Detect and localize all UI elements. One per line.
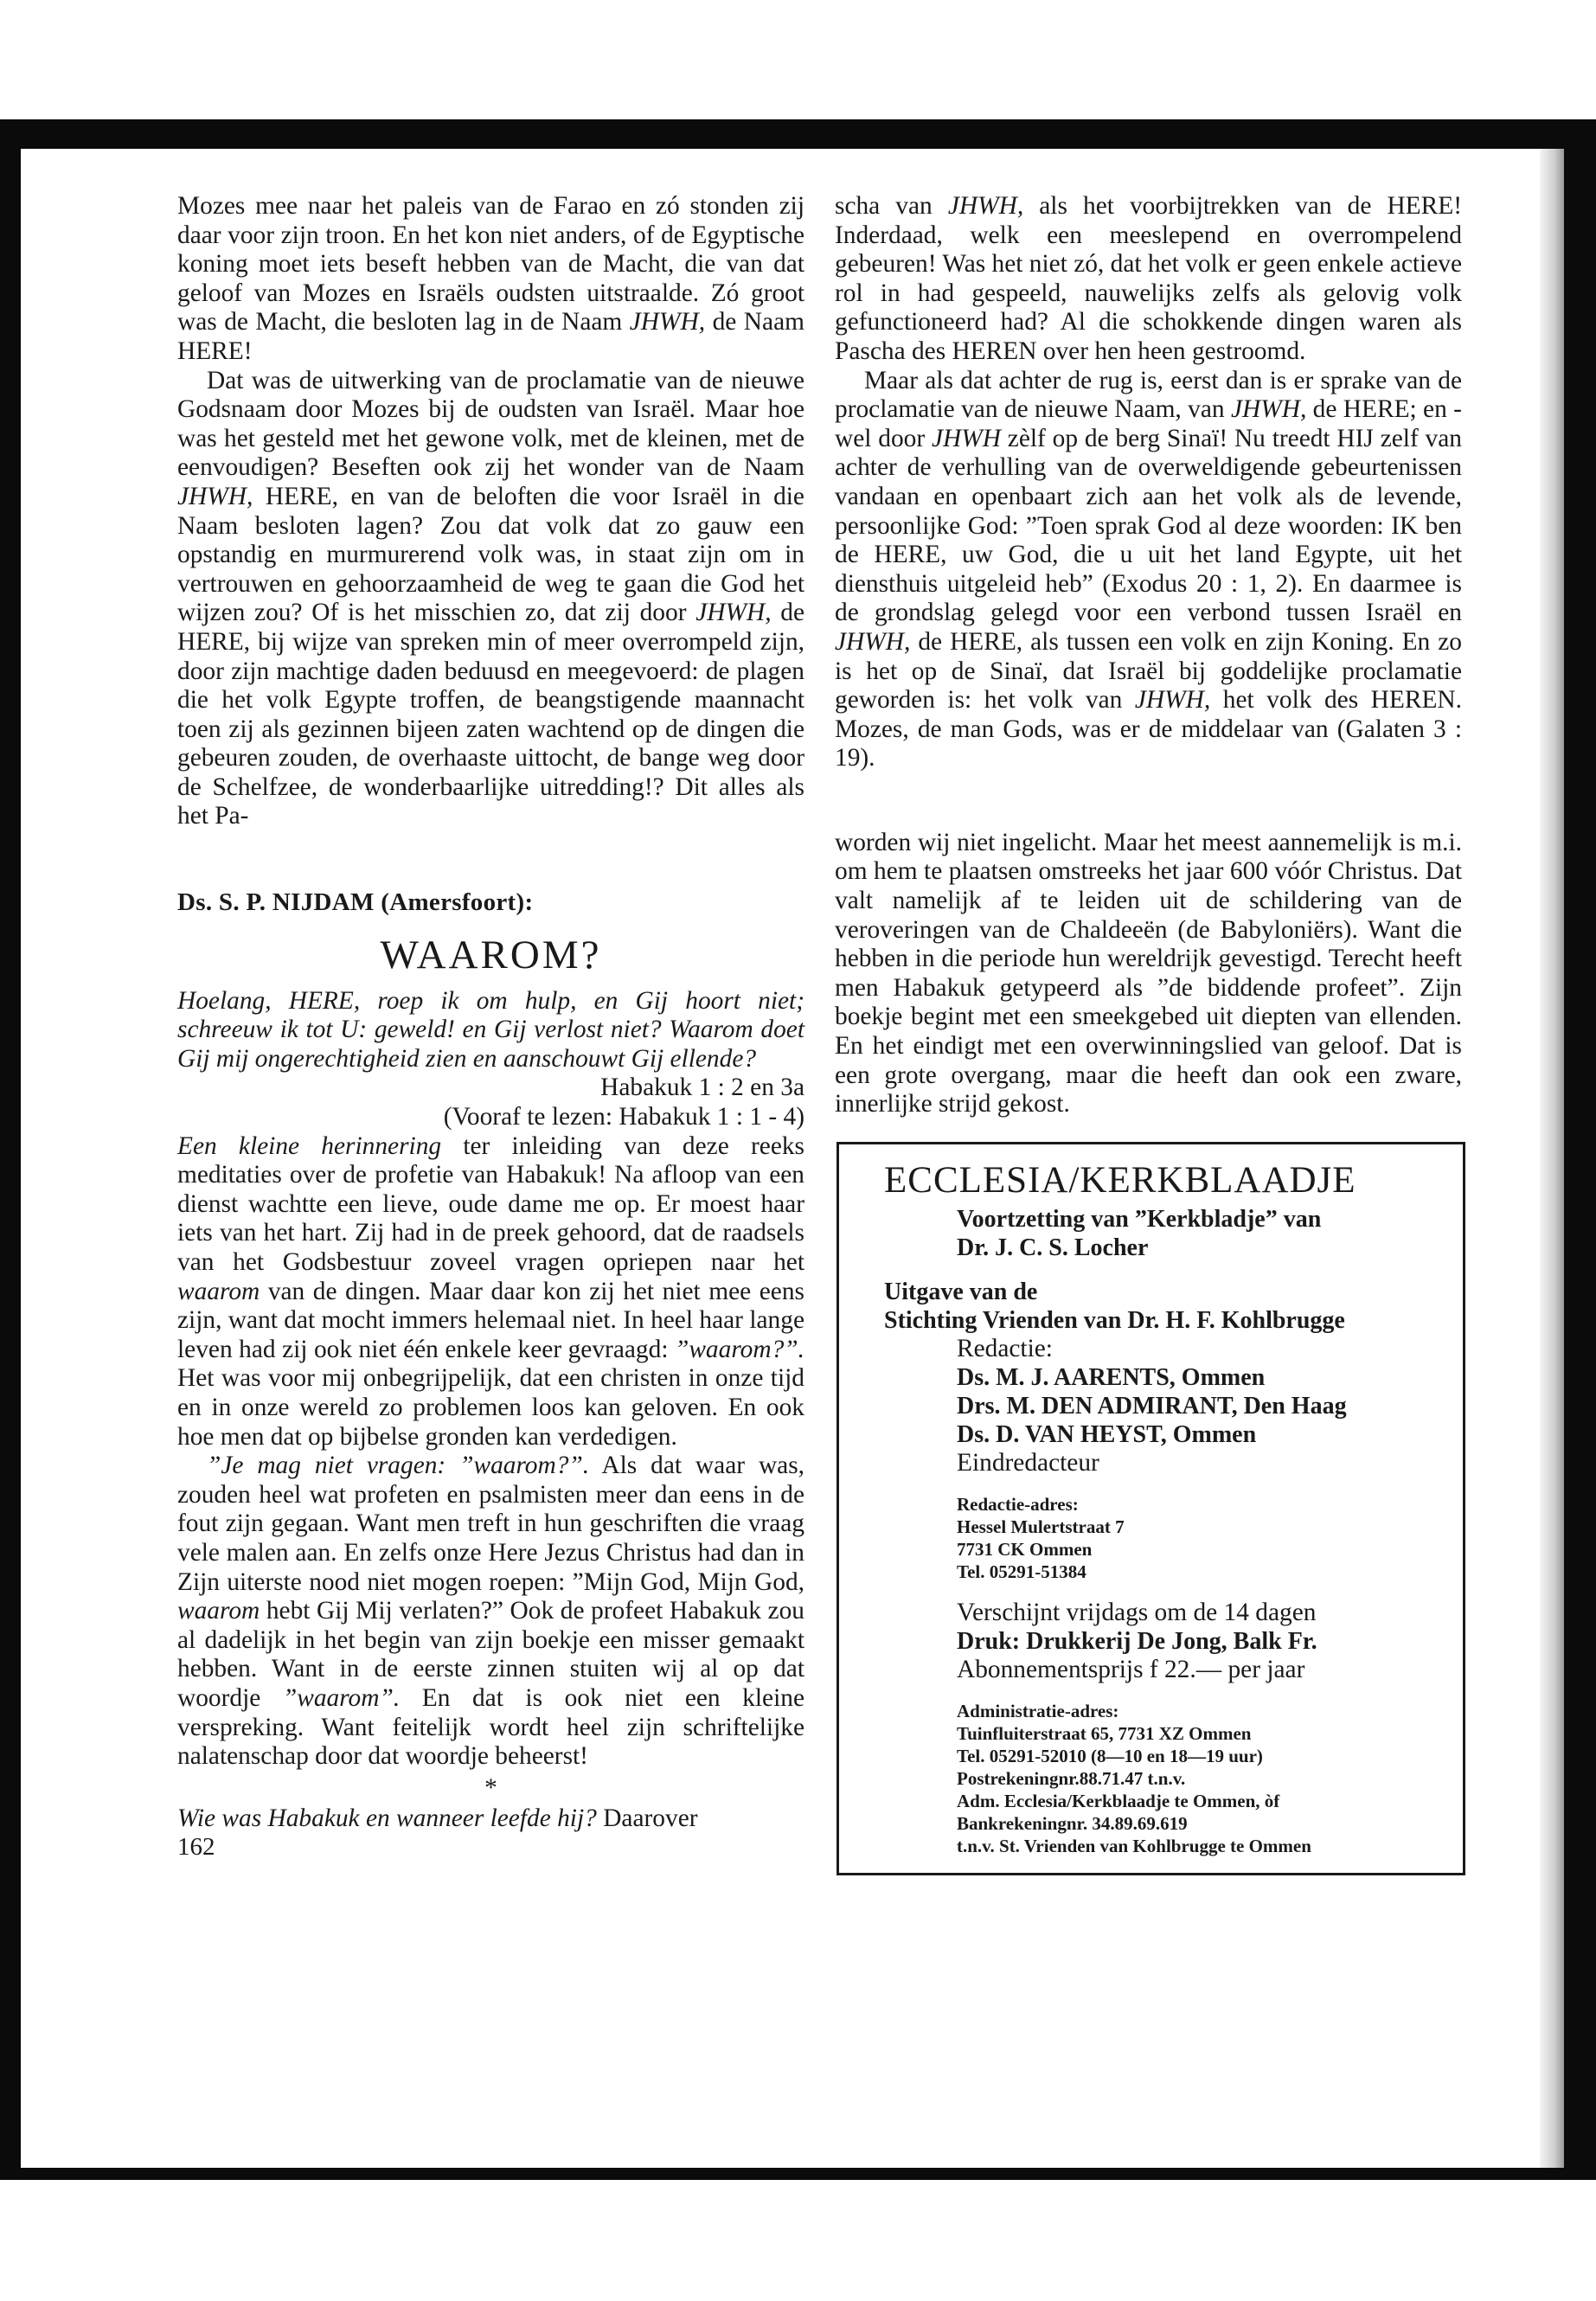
admin-bank-account: Bankrekeningnr. 34.89.69.619 <box>957 1812 1188 1834</box>
admin-phone: Tel. 05291-52010 (8—10 en 18—19 uur) <box>957 1745 1263 1766</box>
question-line: Wie was Habakuk en wanneer leefde hij? Daarover <box>177 1804 698 1832</box>
admin-postal-account: Postrekeningnr.88.71.47 t.n.v. <box>957 1767 1186 1789</box>
page-curl-shadow <box>1540 149 1564 2168</box>
editorial-phone: Tel. 05291-51384 <box>957 1561 1086 1582</box>
article-title: WAAROM? <box>380 932 602 977</box>
editorial-address-line: 7731 CK Ommen <box>957 1538 1093 1560</box>
admin-account-holder: Adm. Ecclesia/Kerkblaadje te Ommen, òf <box>957 1790 1280 1811</box>
admin-bank-holder: t.n.v. St. Vrienden van Kohlbrugge te Ommen <box>957 1835 1311 1856</box>
page-number: 162 <box>177 1833 215 1862</box>
argument-paragraph: ”Je mag niet vragen: ”waarom?”. Als dat waar was, zouden heel wat profeten en psalmisten meer dan eens in de fout zijn gegaan. Want men treft in hun geschriften die vraag vele malen aan. En zelfs onze Here Jezus Christus had dan in Zijn uiterste nood niet mogen roepen: ”Mijn God, Mijn God, waarom hebt Gij Mij verlaten?” Ook de profeet Habakuk zou al dadelijk in het begin van zijn boekje een misser gemaakt hebben. Want in de eerste zinnen stuiten wij al op dat woordje ”waarom”. En dat is ook niet een kleine verspreking. Want feitelijk wordt heel zijn schriftelijke nalatenschap door dat woordje beheerst! <box>177 1452 804 1771</box>
colophon-box <box>836 1142 1465 1875</box>
publisher-line: Uitgave van de <box>884 1278 1038 1305</box>
section-separator: * <box>484 1773 497 1802</box>
editorial-address-line: Hessel Mulertstraat 7 <box>957 1516 1125 1537</box>
redactie-label: Redactie: <box>957 1334 1053 1362</box>
scan-border-top <box>0 119 1596 149</box>
colophon-title: ECCLESIA/KERKBLAADJE <box>884 1159 1356 1201</box>
proclamation-paragraph: Dat was de uitwerking van de proclamatie van de nieuwe Godsnaam door Mozes bij de oudsten van Israël. Maar hoe was het gesteld met het gewone volk, met de kleinen, met de eenvoudigen? Beseften ook zij het wonder van de Naam JHWH, HERE, en van de beloften die voor Israël in die Naam besloten lagen? Zou dat volk dat zo gauw een opstandig en murmurerend volk was, in staat zijn om in vertrouwen en gehoorzaamheid de weg te gaan die God het wijzen zou? Of is het misschien zo, dat zij door JHWH, de HERE, bij wijze van spreken min of meer overrompeld zijn, door zijn machtige daden beduusd en meegevoerd: de plagen die het volk Egypte troffen, de beangstigende maannacht toen zij als gezinnen bijeen zaten wachtend op de dingen die gebeuren zouden, de overhaaste uittocht, de bange weg door de Schelfzee, de wonderbaarlijke uitredding!? Dit alles als het Pa- <box>177 366 805 830</box>
publisher-foundation: Stichting Vrienden van Dr. H. F. Kohlbrugge <box>884 1306 1345 1334</box>
anecdote-paragraph: Een kleine herinnering ter inleiding van deze reeks meditaties over de profetie van Habakuk! Na afloop van een dienst wachtte een lieve, oude dame me op. Er moest haar iets van het hart. Zij had in de preek gehoord, dat de raadsels van het Godsbestuur zoveel vragen opriepen naar het waarom van de dingen. Maar daar kon zij het niet mee eens zijn, want dat mocht immers helemaal niet. In heel haar lange leven had zij ook niet één enkele keer gevraagd: ”waarom?”. Het was voor mij onbegrijpelijk, dat een christen in onze tijd en in onze wereld zo problemen loos kan geloven. En ook hoe men dat op bijbelse gronden kan verdedigen. <box>177 1131 804 1451</box>
scan-border-left <box>0 119 21 2180</box>
right-column <box>835 192 1462 1875</box>
scan-border-bottom <box>0 2168 1596 2180</box>
printer-line: Druk: Drukkerij De Jong, Balk Fr. <box>957 1627 1317 1655</box>
colophon-subtitle: Voortzetting van ”Kerkbladje” van <box>957 1205 1322 1233</box>
chief-editor-label: Eindredacteur <box>957 1448 1099 1477</box>
editor-line: Ds. D. VAN HEYST, Ommen <box>957 1420 1257 1448</box>
pascha-paragraph: scha van JHWH, als het voorbijtrekken van de HERE! Inderdaad, welk een meeslepend en overrompelend gebeuren! Was het niet zó, dat het volk er geen enkele actieve rol in had gespeeld, nauwelijks zelfs als gelovig volk gefunctioneerd had? Al die schokkende dingen waren als Pascha des HEREN over hen heen gestroomd. <box>835 192 1462 365</box>
sinai-paragraph: Maar als dat achter de rug is, eerst dan is er sprake van de proclamatie van de nieuwe Naam, van JHWH, de HERE; en - wel door JHWH zèlf op de berg Sinaï! Nu treedt HIJ zelf van achter de verhulling van de overweldigende gebeurtenissen vandaan en openbaart zich aan het volk als de levende, persoonlijke God: ”Toen sprak God al deze woorden: IK ben de HERE, uw God, die u uit het land Egypte, uit het diensthuis uitgeleid heb” (Exodus 20 : 1, 2). En daarmee is de grondslag gelegd voor een verbond tussen Israël en JHWH, de HERE, als tussen een volk en zijn Koning. En zo is het op de Sinaï, dat Israël bij goddelijke proclamatie geworden is: het volk van JHWH, het volk des HEREN. Mozes, de man Gods, was er de middelaar van (Galaten 3 : 19). <box>835 366 1462 772</box>
admin-address-line: Tuinfluiterstraat 65, 7731 XZ Ommen <box>957 1722 1252 1744</box>
frequency-line: Verschijnt vrijdags om de 14 dagen <box>957 1598 1317 1626</box>
habakuk-date-paragraph: worden wij niet ingelicht. Maar het meest aannemelijk is m.i. om hem te plaatsen omstreeks het jaar 600 vóór Christus. Dat valt namelijk af te leiden uit de schildering van de veroveringen van de Chaldeeën (de Babyloniërs). Want die hebben in die periode hun wereldrijk gevestigd. Terecht heeft men Habakuk getypeerd als ”de biddende profeet”. Zijn boekje begint met een smeekgebed uit diepten van ellenden. En het eindigt met een overwinningslied van geloof. Dat is een grote overgang, maar die heeft dan ook een zware, innerlijke strijd gekost. <box>835 828 1462 1118</box>
editorial-address-label: Redactie-adres: <box>957 1493 1079 1515</box>
admin-address-label: Administratie-adres: <box>957 1700 1119 1721</box>
scan-border-right <box>1564 119 1596 2180</box>
subscription-line: Abonnementsprijs f 22.— per jaar <box>957 1655 1305 1683</box>
editor-line: Ds. M. J. AARENTS, Ommen <box>957 1363 1266 1391</box>
epigraph: Hoelang, HERE, roep ik om hulp, en Gij hoort niet; schreeuw ik tot U: geweld! en Gij verlost niet? Waarom doet Gij mij ongerechtigheid zien en aanschouwt Gij ellende? <box>177 986 804 1073</box>
scripture-reference: Habakuk 1 : 2 en 3a <box>600 1074 804 1102</box>
reading-note: (Vooraf te lezen: Habakuk 1 : 1 - 4) <box>443 1103 804 1131</box>
author-byline: Ds. S. P. NIJDAM (Amersfoort): <box>177 888 534 917</box>
left-column <box>177 192 804 1862</box>
editor-line: Drs. M. DEN ADMIRANT, Den Haag <box>957 1392 1347 1420</box>
colophon-subtitle-name: Dr. J. C. S. Locher <box>957 1234 1149 1261</box>
intro-paragraph: Mozes mee naar het paleis van de Farao en zó stonden zij daar voor zijn troon. En het kon niet anders, of de Egyptische koning moet iets beseft hebben van de Macht, die van dat geloof van Mozes en Israëls oudsten uitstraalde. Zó groot was de Macht, die besloten lag in de Naam JHWH, de Naam HERE! <box>177 192 804 365</box>
